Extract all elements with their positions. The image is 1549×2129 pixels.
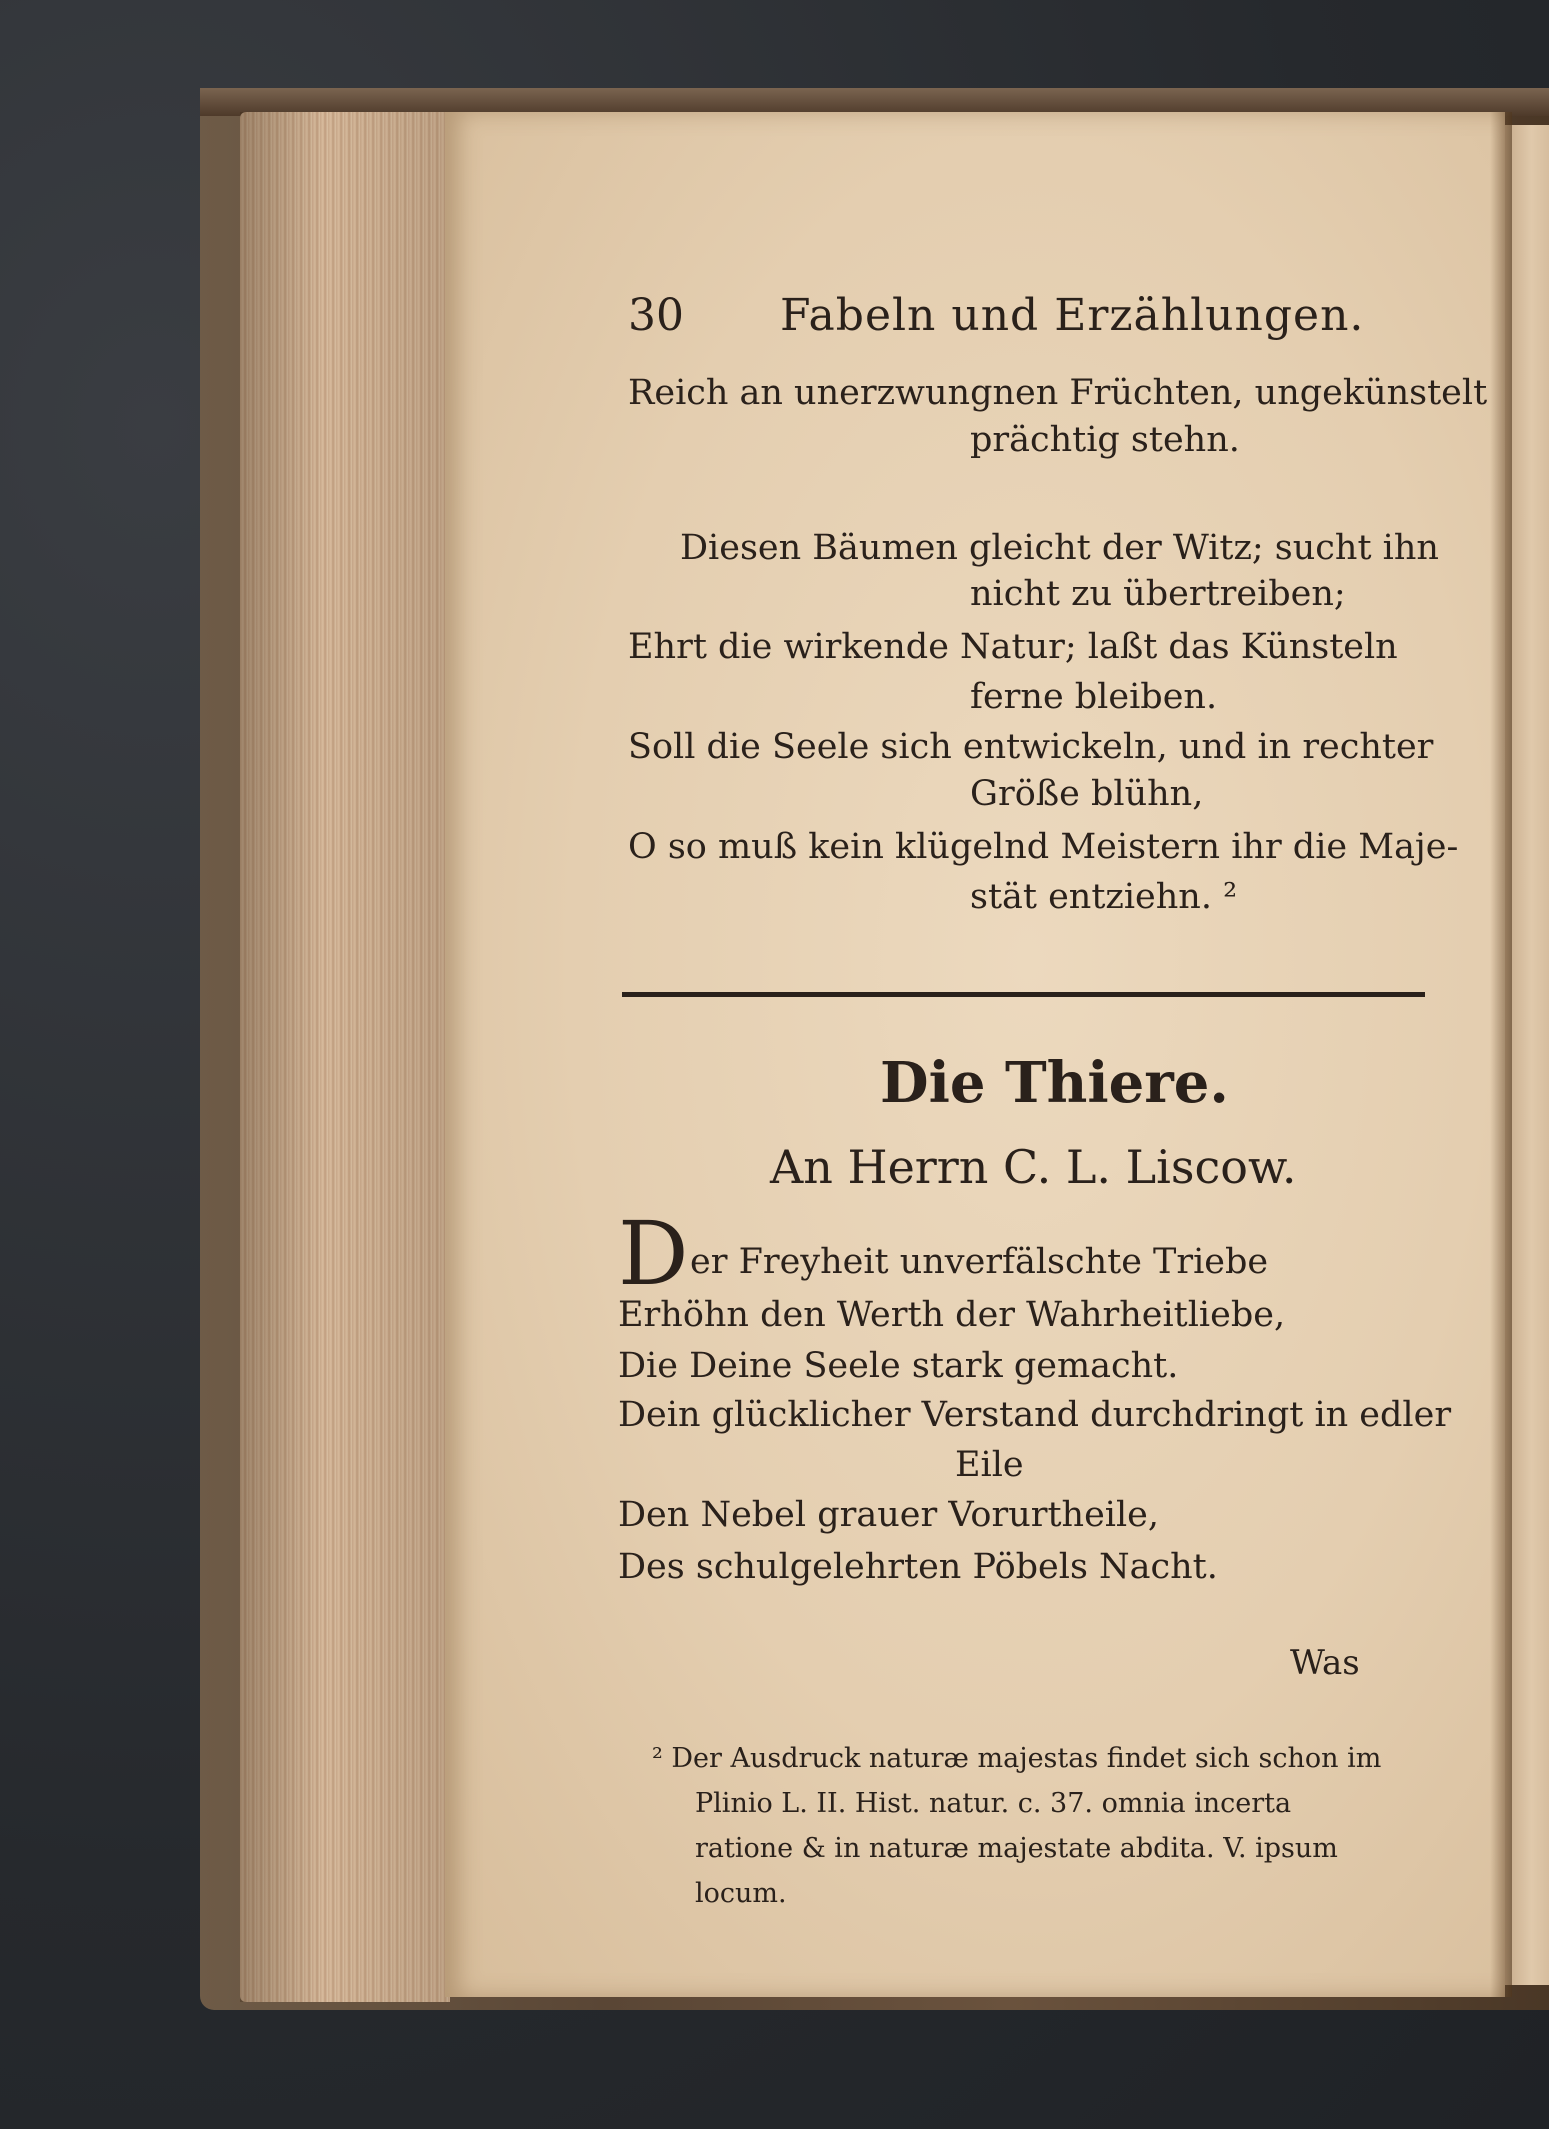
verse-line: ferne bleiben. — [970, 677, 1218, 717]
section-divider — [622, 992, 1425, 997]
poem-line: Dein glücklicher Verstand durchdringt in edler — [618, 1395, 1452, 1435]
verse-line: Größe blühn, — [970, 774, 1204, 814]
verse-line: Soll die Seele sich entwickeln, und in rechter — [628, 727, 1434, 767]
verse-line: Reich an unerzwungnen Früchten, ungekünstelt — [628, 373, 1488, 413]
page-number: 30 — [628, 290, 684, 341]
running-title: Fabeln und Erzählungen. — [780, 290, 1365, 341]
poem-dedication: An Herrn C. L. Liscow. — [770, 1140, 1297, 1194]
poem-line: Des schulgelehrten Pöbels Nacht. — [618, 1547, 1218, 1587]
poem-line: Den Nebel grauer Vorurtheile, — [618, 1495, 1160, 1535]
verse-line: Diesen Bäumen gleicht der Witz; sucht ihn — [680, 528, 1439, 568]
poem-line: er Freyheit unverfälschte Triebe — [690, 1242, 1269, 1282]
footnote-line: Plinio L. II. Hist. natur. c. 37. omnia incerta — [695, 1788, 1292, 1819]
poem-line: Die Deine Seele stark gemacht. — [618, 1346, 1179, 1386]
footnote-line: ² Der Ausdruck naturæ majestas findet sich schon im — [652, 1743, 1382, 1774]
verse-line: Ehrt die wirkende Natur; laßt das Künsteln — [628, 627, 1398, 667]
poem-title: Die Thiere. — [880, 1050, 1229, 1116]
footnote-line: locum. — [695, 1878, 787, 1909]
verse-line: stät entziehn. ² — [970, 877, 1238, 917]
page-edge-shadow — [240, 112, 450, 2002]
page-gutter — [1490, 112, 1512, 1997]
catchword: Was — [1290, 1643, 1360, 1683]
poem-line: Erhöhn den Werth der Wahrheitliebe, — [618, 1295, 1286, 1335]
drop-cap: D — [618, 1202, 689, 1305]
verse-line: nicht zu übertreiben; — [970, 574, 1346, 614]
verse-line: O so muß kein klügelnd Meistern ihr die Maje- — [628, 827, 1459, 867]
poem-line: Eile — [955, 1445, 1024, 1485]
verse-line: prächtig stehn. — [970, 420, 1240, 460]
footnote-line: ratione & in naturæ majestate abdita. V. ipsum — [695, 1833, 1338, 1864]
